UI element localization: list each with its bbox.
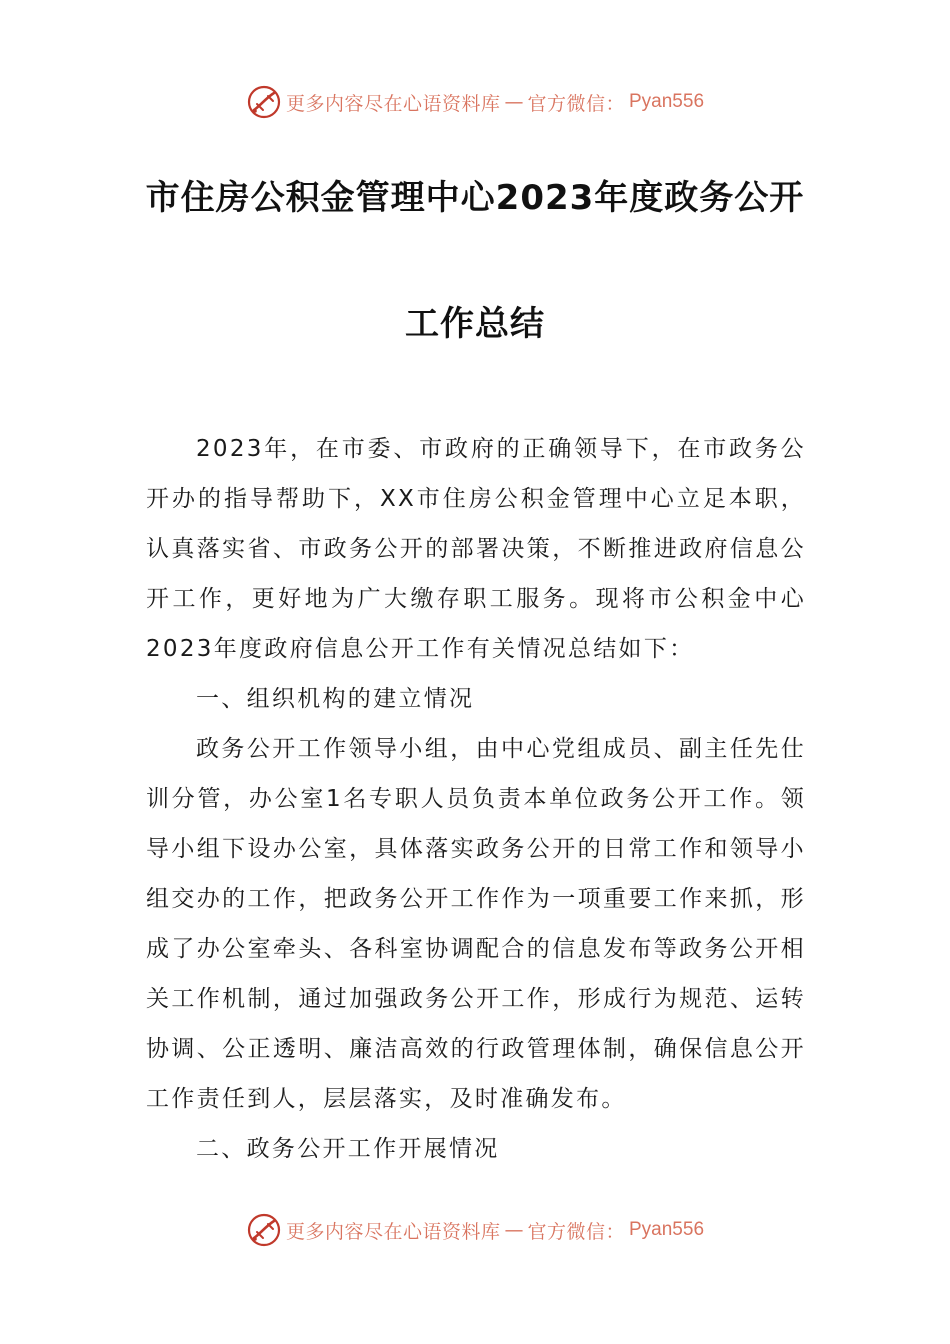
watermark-label: 官方微信： [527,1220,625,1243]
document-body [146,424,806,1174]
watermark-dash: — [504,1219,524,1241]
watermark-text: 更多内容尽在心语资料库 [285,92,501,115]
document-title-line2: 工作总结 [405,304,545,344]
watermark-text: 更多内容尽在心语资料库 [285,1220,501,1243]
watermark-label: 官方微信： [527,92,625,115]
watermark-handle: Pyan556 [629,1219,705,1240]
section-heading-2: 二、政务公开工作开展情况 [196,1136,500,1162]
pen-logo-icon [246,84,282,120]
pen-logo-icon [246,1212,282,1248]
paragraph-section-1: 政务公开工作领导小组，由中心党组成员、副主任先仕训分管，办公室1名专职人员负责本单位政务公开工作。领导小组下设办公室，具体落实政务公开的日常工作和领导小组交办的工作，把政务公开工作作为一项重要工作来抓，形成了办公室牵头、各科室协调配合的信息发布等政务公开相关工作机制，通过加强政务公开工作，形成行为规范、运转协调、公正透明、廉洁高效的行政管理体制，确保信息公开工作责任到人，层层落实，及时准确发布。 [146,736,806,1112]
watermark-dash: — [504,91,524,113]
section-heading-1: 一、组织机构的建立情况 [196,686,475,712]
watermark-handle: Pyan556 [629,91,705,112]
document-title-line1: 市住房公积金管理中心2023年度政务公开 [145,178,805,218]
footer-watermark [0,1208,950,1252]
paragraph-intro: 2023年，在市委、市政府的正确领导下，在市政务公开办的指导帮助下，XX市住房公积金管理中心立足本职，认真落实省、市政务公开的部署决策，不断推进政府信息公开工作，更好地为广大缴存职工服务。现将市公积金中心2023年度政府信息公开工作有关情况总结如下： [146,436,806,662]
header-watermark [0,80,950,124]
